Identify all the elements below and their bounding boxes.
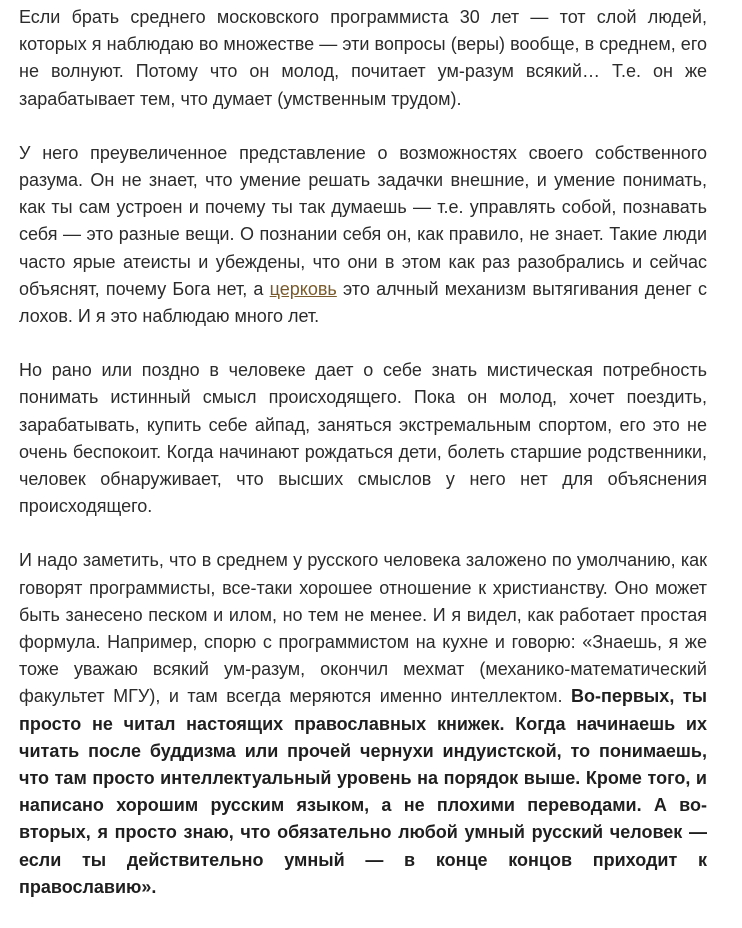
paragraph-1-text: Если брать среднего московского программиста 30 лет — тот слой людей, которых я наблюдаю во множестве — эти вопросы (веры) вообще, в среднем, его не волнуют. Потому что он молод, почитает ум-разум всякий… Т.е. он же зарабатывает тем, что думает (умственным трудом). [19, 7, 707, 109]
paragraph-2 [19, 140, 707, 330]
paragraph-3-text: Но рано или поздно в человеке дает о себе знать мистическая потребность понимать истинный смысл происходящего. Пока он молод, хочет поездить, зарабатывать, купить себе айпад, заняться экстремальным спортом, его это не очень беспокоит. Когда начинают рождаться дети, болеть старшие родственники, человек обнаруживает, что высших смыслов у него нет для объяснения происходящего. [19, 360, 707, 517]
paragraph-4-text: И надо заметить, что в среднем у русского человека заложено по умолчанию, как говорят программисты, все-таки хорошее отношение к христианству. Оно может быть занесено песком и илом, но тем не менее. И я видел, как работает простая формула. Например, спорю с программистом на кухне и говорю: «Знаешь, я же тоже уважаю всякий ум-разум, окончил мехмат (механико-математический факультет МГУ), и там всегда меряются именно интеллектом. [19, 550, 707, 707]
paragraph-4-bold-quote: Во-первых, ты просто не читал настоящих православных книжек. Когда начинаешь их читать после буддизма или прочей чернухи индуистской, то понимаешь, что там просто интеллектуальный уровень на порядок выше. Кроме того, и написано хорошим русским языком, а не плохими переводами. А во-вторых, я просто знаю, что обязательно любой умный русский человек — если ты действительно умный — в конце концов приходит к православию». [19, 686, 707, 897]
paragraph-2-text-end: это алчный механизм вытягивания денег с лохов. И я это наблюдаю много лет. [19, 278, 708, 327]
paragraph-2-text-start: У него преувеличенное представление о возможностях своего собственного разума. Он не знает, что умение решать задачки внешние, и умение понимать, как ты сам устроен и почему ты так думаешь — т.е. управлять собой, познавать себя — это разные вещи. О познании себя он, как правило, не знает. Такие люди часто ярые атеисты и убеждены, что они в этом как раз разобрались и сейчас объяснят, почему Бога нет, а [19, 142, 707, 299]
article-body [19, 4, 707, 928]
church-link[interactable]: церковь [269, 278, 337, 299]
paragraph-4 [19, 547, 707, 901]
paragraph-1 [19, 4, 707, 113]
paragraph-3 [19, 357, 707, 520]
